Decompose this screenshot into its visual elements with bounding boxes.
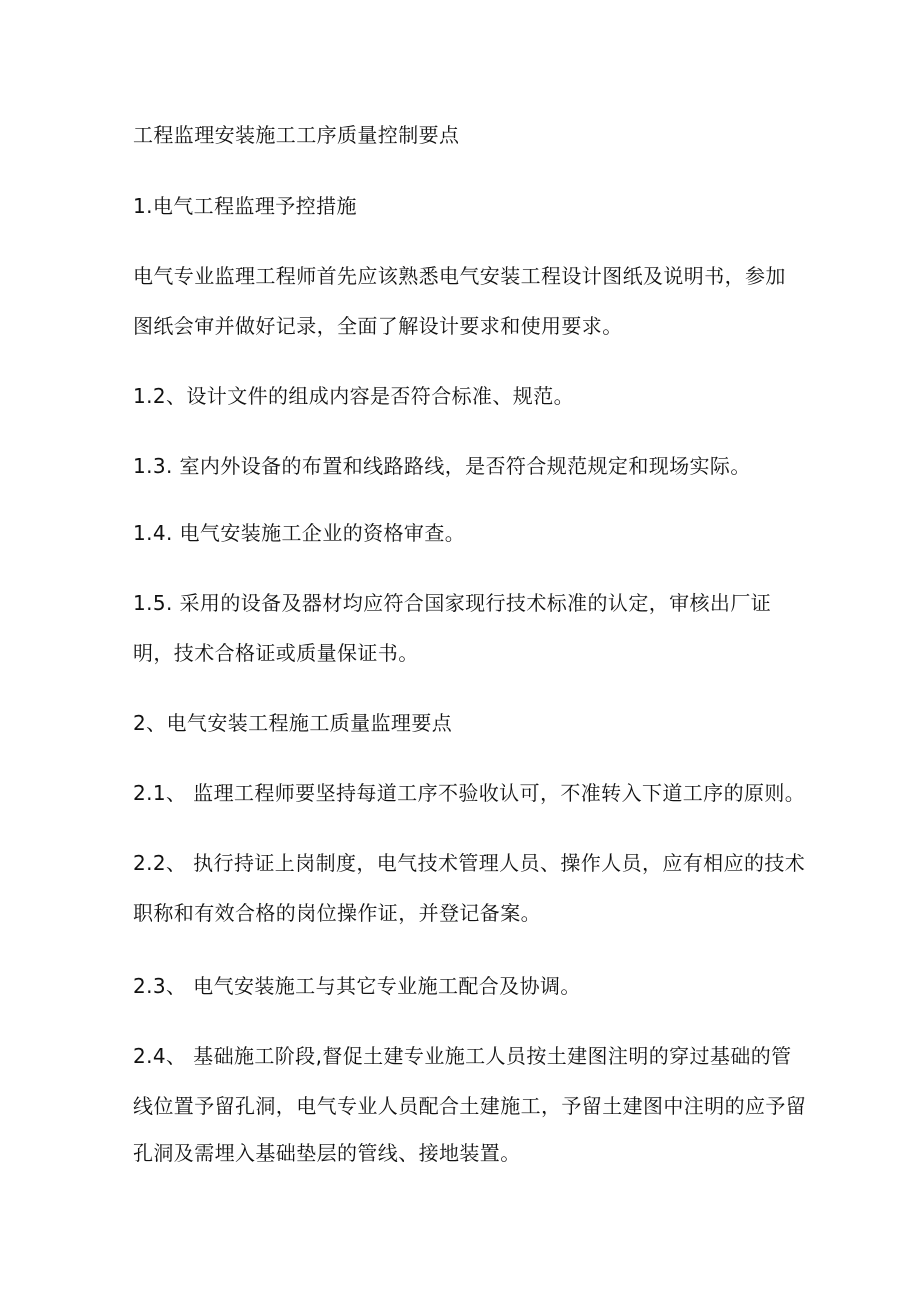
item-2-2-line-1: 2.2、 执行持证上岗制度，电气技术管理人员、操作人员，应有相应的技术 — [133, 851, 806, 875]
item-2-4-line-3: 孔洞及需埋入基础垫层的管线、接地装置。 — [133, 1141, 521, 1165]
item-1-4: 1.4. 电气安装施工企业的资格审查。 — [133, 521, 466, 545]
intro-paragraph-line-1: 电气专业监理工程师首先应该熟悉电气安装工程设计图纸及说明书，参加 — [133, 264, 786, 288]
item-1-5-line-2: 明，技术合格证或质量保证书。 — [133, 641, 419, 665]
section-1-heading: 1.电气工程监理予控措施 — [133, 194, 357, 218]
intro-paragraph-line-2: 图纸会审并做好记录，全面了解设计要求和使用要求。 — [133, 314, 623, 338]
item-2-3: 2.3、 电气安装施工与其它专业施工配合及协调。 — [133, 974, 581, 998]
item-2-4-line-2: 线位置予留孔洞，电气专业人员配合土建施工，予留土建图中注明的应予留 — [133, 1094, 807, 1118]
item-2-4-line-1: 2.4、 基础施工阶段,督促土建专业施工人员按土建图注明的穿过基础的管 — [133, 1044, 792, 1068]
item-2-2-line-2: 职称和有效合格的岗位操作证，并登记备案。 — [133, 901, 541, 925]
item-1-3: 1.3. 室内外设备的布置和线路路线，是否符合规范规定和现场实际。 — [133, 454, 751, 478]
item-1-5-line-1: 1.5. 采用的设备及器材均应符合国家现行技术标准的认定，审核出厂证 — [133, 591, 772, 615]
section-2-heading: 2、电气安装工程施工质量监理要点 — [133, 711, 453, 735]
item-1-2: 1.2、设计文件的组成内容是否符合标准、规范。 — [133, 384, 575, 408]
item-2-1: 2.1、 监理工程师要坚持每道工序不验收认可，不准转入下道工序的原则。 — [133, 781, 806, 805]
document-title: 工程监理安装施工工序质量控制要点 — [133, 123, 460, 147]
